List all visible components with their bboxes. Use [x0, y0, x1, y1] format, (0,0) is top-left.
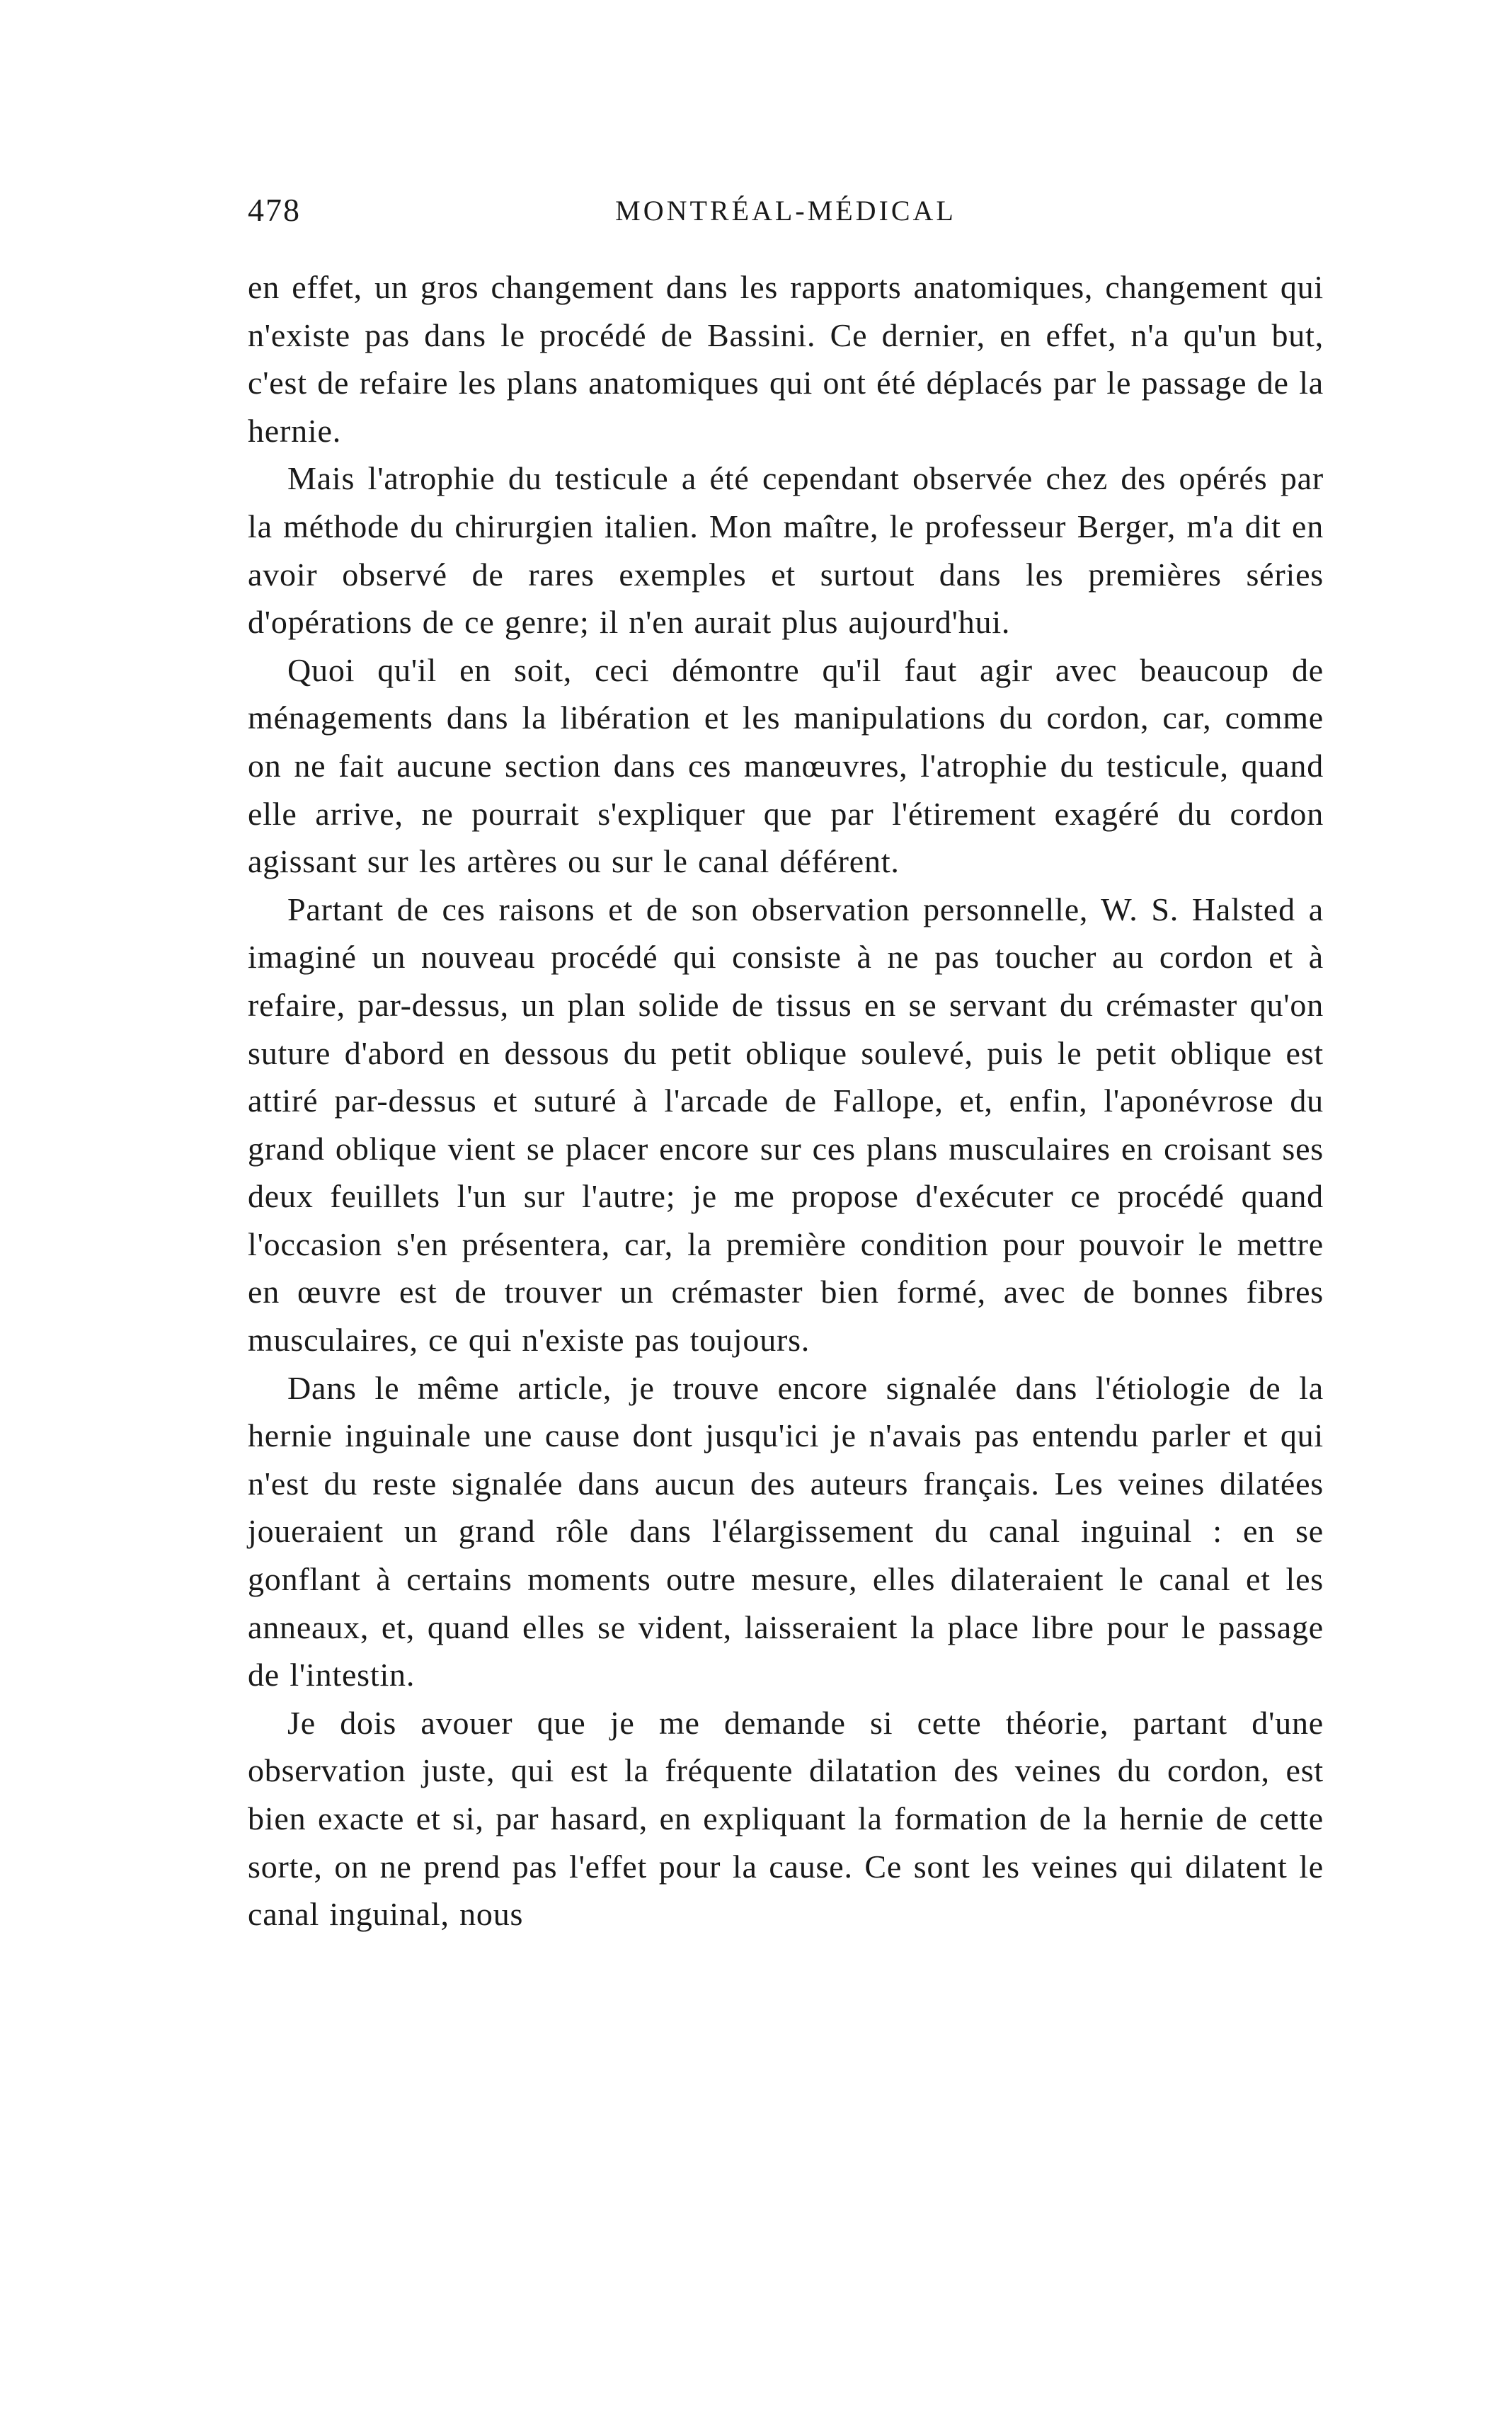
running-title: MONTRÉAL-MÉDICAL	[615, 195, 956, 227]
page-header	[248, 191, 1324, 241]
paragraph: Dans le même article, je trouve encore signalée dans l'étiologie de la hernie inguinale une cause dont jusqu'ici je n'avais pas entendu parler et qui n'est du reste signalée dans aucun des auteurs français. Les veines dilatées joueraient un grand rôle dans l'élargissement du canal inguinal : en se gonflant à certains moments outre mesure, elles dilateraient le canal et les anneaux, et, quand elles se vident, laisseraient la place libre pour le passage de l'intestin.	[248, 1369, 1324, 1693]
body-text	[248, 263, 1324, 1938]
paragraph: Je dois avouer que je me demande si cette théorie, partant d'une observation juste, qui est la fréquente dilatation des veines du cordon, est bien exacte et si, par hasard, en expliquant la formation de la hernie de cette sorte, on ne prend pas l'effet pour la cause. Ce sont les veines qui dilatent le canal inguinal, nous	[248, 1704, 1324, 1933]
paragraph: en effet, un gros changement dans les rapports anatomiques, changement qui n'existe pas dans le procédé de Bassini. Ce dernier, en effet, n'a qu'un but, c'est de refaire les plans anatomiques qui ont été déplacés par le passage de la hernie.	[248, 269, 1324, 449]
paragraph: Mais l'atrophie du testicule a été cependant observée chez des opérés par la méthode du chirurgien italien. Mon maître, le professeur Berger, m'a dit en avoir observé de rares exemples et surtout dans les premières séries d'opérations de ce genre; il n'en aurait plus aujourd'hui.	[248, 460, 1324, 641]
paragraph: Partant de ces raisons et de son observation personnelle, W. S. Halsted a imaginé un nouveau procédé qui consiste à ne pas toucher au cordon et à refaire, par-dessus, un plan solide de tissus en se servant du crémaster qu'on suture d'abord en dessous du petit oblique soulevé, puis le petit oblique est attiré par-dessus et suturé à l'arcade de Fallope, et, enfin, l'aponévrose du grand oblique vient se placer encore sur ces plans musculaires en croisant ses deux feuillets l'un sur l'autre; je me propose d'exécuter ce procédé quand l'occasion s'en présentera, car, la première condition pour pouvoir le mettre en œuvre est de trouver un crémaster bien formé, avec de bonnes fibres musculaires, ce qui n'existe pas toujours.	[248, 891, 1324, 1359]
paragraph: Quoi qu'il en soit, ceci démontre qu'il faut agir avec beaucoup de ménagements dans la libération et les manipulations du cordon, car, comme on ne fait aucune section dans ces manœuvres, l'atrophie du testicule, quand elle arrive, ne pourrait s'expliquer que par l'étirement exagéré du cordon agissant sur les artères ou sur le canal déférent.	[248, 651, 1324, 880]
page-number: 478	[248, 192, 301, 228]
